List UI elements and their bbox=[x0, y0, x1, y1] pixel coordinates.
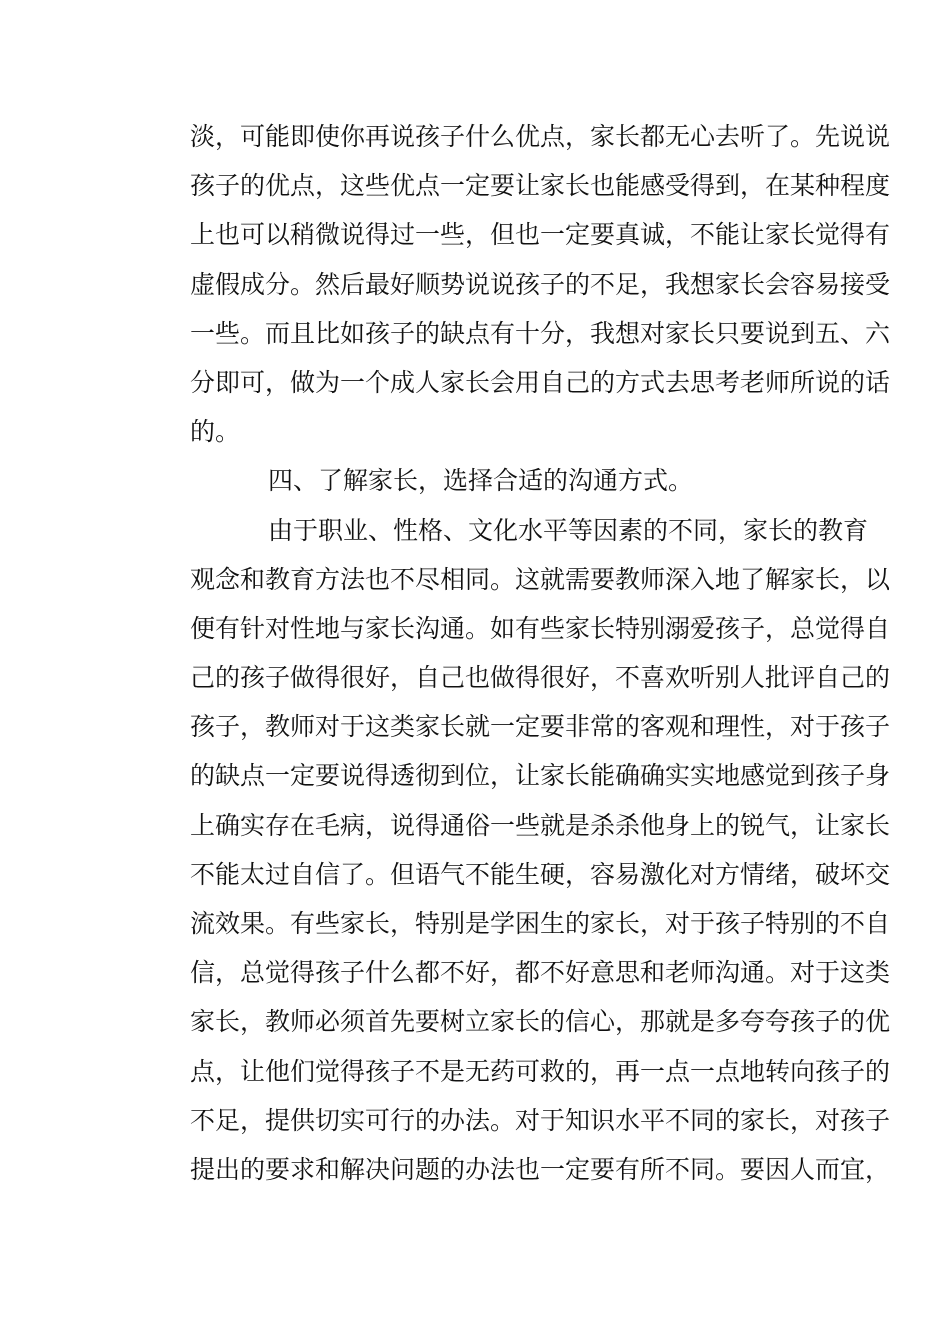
paragraph-line: 虚假成分。然后最好顺势说说孩子的不足，我想家长会容易接受 bbox=[190, 269, 891, 299]
section-heading: 四、了解家长，选择合适的沟通方式。 bbox=[268, 466, 694, 496]
paragraph-line: 的。 bbox=[190, 417, 241, 447]
paragraph-line: 便有针对性地与家长沟通。如有些家长特别溺爱孩子，总觉得自 bbox=[190, 613, 891, 643]
paragraph-line: 淡，可能即使你再说孩子什么优点，家长都无心去听了。先说说 bbox=[190, 122, 891, 151]
paragraph-line: 信，总觉得孩子什么都不好，都不好意思和老师沟通。对于这类 bbox=[190, 958, 891, 988]
document-body bbox=[190, 112, 891, 1194]
paragraph-line: 孩子，教师对于这类家长就一定要非常的客观和理性，对于孩子 bbox=[190, 712, 891, 742]
paragraph-line: 观念和教育方法也不尽相同。这就需要教师深入地了解家长，以 bbox=[190, 564, 891, 594]
paragraph-line: 分即可，做为一个成人家长会用自己的方式去思考老师所说的话 bbox=[190, 367, 891, 397]
paragraph-line: 由于职业、性格、文化水平等因素的不同，家长的教育 bbox=[268, 515, 869, 545]
paragraph-line: 上确实存在毛病，说得通俗一些就是杀杀他身上的锐气，让家长 bbox=[190, 810, 891, 840]
paragraph-line: 己的孩子做得很好，自己也做得很好，不喜欢听别人批评自己的 bbox=[190, 663, 891, 693]
paragraph-line: 不能太过自信了。但语气不能生硬，容易激化对方情绪，破坏交 bbox=[190, 859, 891, 889]
paragraph-line: 孩子的优点，这些优点一定要让家长也能感受得到，在某种程度 bbox=[190, 171, 891, 201]
paragraph-line: 一些。而且比如孩子的缺点有十分，我想对家长只要说到五、六 bbox=[190, 318, 891, 348]
paragraph-line: 不足，提供切实可行的办法。对于知识水平不同的家长，对孩子 bbox=[190, 1105, 891, 1135]
paragraph-line: 点，让他们觉得孩子不是无药可救的，再一点一点地转向孩子的 bbox=[190, 1056, 891, 1086]
paragraph-line: 流效果。有些家长，特别是学困生的家长，对于孩子特别的不自 bbox=[190, 909, 891, 938]
paragraph-line: 家长，教师必须首先要树立家长的信心，那就是多夸夸孩子的优 bbox=[190, 1007, 891, 1037]
paragraph-line: 提出的要求和解决问题的办法也一定要有所不同。要因人而宜， bbox=[190, 1154, 891, 1184]
paragraph-line: 上也可以稍微说得过一些，但也一定要真诚，不能让家长觉得有 bbox=[190, 220, 891, 250]
paragraph-line: 的缺点一定要说得透彻到位，让家长能确确实实地感觉到孩子身 bbox=[190, 761, 891, 791]
